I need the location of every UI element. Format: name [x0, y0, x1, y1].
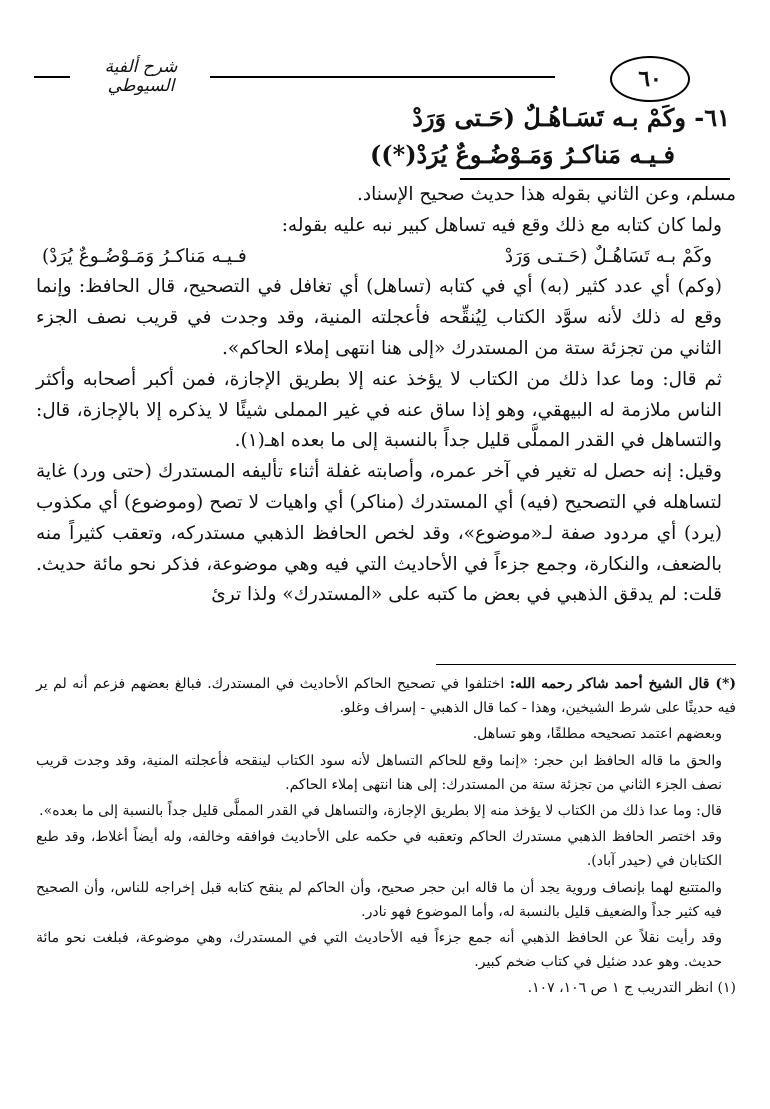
footnote: والمتتبع لهما بإنصاف وروية يجد أن ما قاله ابن حجر صحيح، وأن الحاكم لم ينقح كتابه قبل إخراجه للناس، وأن الصحيح فيه كثير جداً والضعيف قليل بالنسبة له، وأما الموضوع فهو نادر.	[36, 879, 722, 920]
footnote: قال: وما عدا ذلك من الكتاب لا يؤخذ منه إلا بطريق الإجازة، والتساهل في القدر المملَّى قليل جداً بالنسبة إلى ما بعده».	[39, 803, 722, 820]
poem-hemistich-2: فـيـه مَناكـرُ وَمَـوْضُـوعٌ يُرَدْ)	[42, 245, 247, 267]
footnote: وبعضهم اعتمد تصحيحه مطلقًا، وهو تساهل.	[472, 726, 722, 743]
footnote-reference: (١) انظر التدريب ج ١ ص ١٠٦، ١٠٧.	[527, 980, 736, 997]
running-title: شرح ألفية السيوطي	[104, 57, 178, 96]
footnote	[36, 672, 736, 720]
paragraph: ولما كان كتابه مع ذلك وقع فيه تساهل كبير نبه عليه بقوله:	[281, 214, 722, 236]
main-text	[36, 180, 736, 611]
poem-line	[36, 242, 736, 273]
verse-line-1: ٦١- وكَمْ بـه تَسَـاهُـلٌ (حَـتى وَرَدْ	[412, 103, 730, 132]
footnote-heading: (*) قال الشيخ أحمد شاكر رحمه الله:	[509, 676, 737, 692]
paragraph: وقيل: إنه حصل له تغير في آخر عمره، وأصابته غفلة أثناء تأليفه المستدرك (حتى ورد) غاية لتساهله في التصحيح (فيه) أي المستدرك (مناكر) أي واهيات لا تصح (وموضوع) أي مكذوب (يرد) أي مردود صفة لـ«موضوع»، وقد لخص الحافظ الذهبي مستدركه، وتعقب كثيراً منه بالضعف، والنكارة، وجمع جزءاً في الأحاديث التي فيه وهي موضوعة، فذكر نحو مائة حديث. قلت: لم يدقق الذهبي في بعض ما كتبه على «المستدرك» ولذا ترئ	[36, 461, 722, 606]
footnote-separator	[436, 664, 736, 665]
header-rule	[210, 76, 555, 78]
header-rule-left	[34, 76, 70, 78]
paragraph: مسلم، وعن الثاني بقوله هذا حديث صحيح الإسناد.	[357, 184, 736, 205]
verse-line-2: فـيـه مَناكـرُ وَمَـوْضُـوعٌ يُرَدْ(*))	[369, 140, 675, 169]
page-header	[20, 46, 750, 104]
poem-hemistich-1: وكَمْ بـه تَسَاهُـلٌ (حَـتـى وَرَدْ	[504, 245, 712, 267]
paragraph: ثم قال: وما عدا ذلك من الكتاب لا يؤخذ عنه إلا بطريق الإجازة، فمن أكبر أصحابه وأكثر الناس ملازمة له البيهقي، وهو إذا ساق عنه في غير المملى شيئًا لا يذكره إلا بالإجازة، قال: والتساهل في القدر المملَّى قليل جداً بالنسبة إلى ما بعده اهـ(١).	[36, 368, 722, 452]
page-number-oval	[610, 56, 690, 102]
footnote-text: اختلفوا في تصحيح الحاكم الأحاديث في المستدرك. فبالغ بعضهم فزعم أنه لم ير فيه حديثًا على شرط الشيخين، وهذا - كما قال الذهبي - إسراف وغلو.	[36, 676, 736, 717]
footnote: والحق ما قاله الحافظ ابن حجر: «إنما وقع للحاكم التساهل لأنه سود الكتاب لينقحه فأعجلته المنية، وقد وجدت قريب نصف الجزء الثاني من تجزئة ستة من المستدرك: إلى هنا انتهى إملاء الحاكم.	[36, 752, 722, 793]
page-number: ٦٠	[638, 66, 662, 92]
footnotes	[36, 672, 736, 1003]
footnote: وقد رأيت نقلاً عن الحافظ الذهبي أنه جمع جزءاً فيه الأحاديث التي في المستدرك، وهي موضوعة، فبلغت نحو مائة حديث. وهو عدد ضئيل في كتاب ضخم كبير.	[36, 930, 722, 971]
paragraph: (وكم) أي عدد كثير (به) أي في كتابه (تساهل) أي تغافل في التصحيح، قال الحافظ: وإنما وقع له ذلك لأنه سوَّد الكتاب لِيُنقِّحه فأعجلته المنية، وقد وجدت في قريب نصف الجزء الثاني من تجزئة ستة من المستدرك «إلى هنا انتهى إملاء الحاكم».	[36, 276, 722, 359]
footnote: وقد اختصر الحافظ الذهبي مستدرك الحاكم وتعقبه في حكمه على الأحاديث فوافقه وخالفه، وله أيضاً أغلاط، وقد طبع الكتابان في (حيدر آباد).	[36, 829, 722, 870]
